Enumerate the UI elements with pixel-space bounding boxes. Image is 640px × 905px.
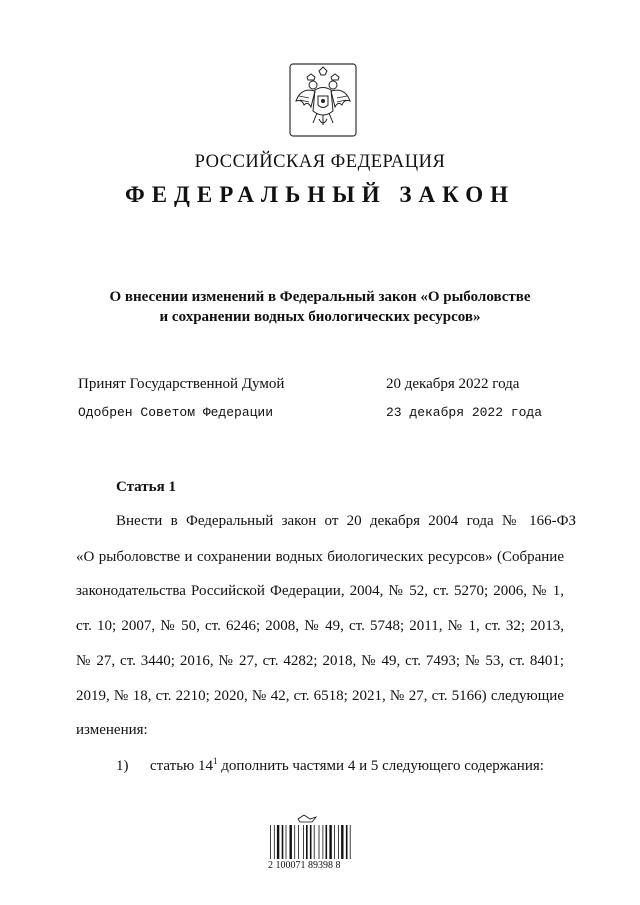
article-text-line: «О рыболовстве и сохранении водных биологических ресурсов» (Собрание <box>76 549 564 565</box>
adoption-label: Одобрен Советом Федерации <box>78 405 274 420</box>
law-title <box>0 287 640 327</box>
document-type: ФЕДЕРАЛЬНЫЙ ЗАКОН <box>124 182 516 207</box>
article-text-line: 2019, № 18, ст. 2210; 2020, № 42, ст. 6518; 2021, № 27, ст. 5166) следующие <box>76 688 564 704</box>
adoption-date: 20 декабря 2022 года <box>386 376 520 392</box>
article-heading: Статья 1 <box>116 479 176 495</box>
country-name: РОССИЙСКАЯ ФЕДЕРАЦИЯ <box>194 152 446 172</box>
article-text-line: № 27, ст. 3440; 2016, № 27, ст. 4282; 2018, № 49, ст. 7493; № 53, ст. 8401; <box>76 653 564 669</box>
article-text-line: Внести в Федеральный закон от 20 декабря 2004 года № 166-ФЗ <box>116 513 576 529</box>
law-title-line: О внесении изменений в Федеральный закон «О рыболовстве <box>109 289 531 305</box>
list-item-text <box>150 758 544 775</box>
adoption-date: 23 декабря 2022 года <box>386 405 543 420</box>
adoption-council <box>78 405 558 420</box>
article-text-line: законодательства Российской Федерации, 2004, № 52, ст. 5270; 2006, № 1, <box>76 583 564 599</box>
article-text-line: ст. 10; 2007, № 50, ст. 6246; 2008, № 49, ст. 5748; 2011, № 1, ст. 32; 2013, <box>76 618 564 634</box>
coat-of-arms-icon <box>289 63 357 137</box>
law-title-line: и сохранении водных биологических ресурсов» <box>159 309 481 325</box>
article-superscript: 1 <box>213 756 218 766</box>
barcode-icon <box>268 813 354 865</box>
list-item-text-start: статью 14 <box>150 758 214 774</box>
barcode-number: 2 100071 89398 8 <box>268 860 341 871</box>
list-item-text-end: дополнить частями 4 и 5 следующего содержания: <box>217 758 544 774</box>
adoption-duma <box>78 376 558 393</box>
list-item-number: 1) <box>116 758 129 774</box>
article-text-line: изменения: <box>76 722 148 738</box>
adoption-label: Принят Государственной Думой <box>78 376 285 392</box>
